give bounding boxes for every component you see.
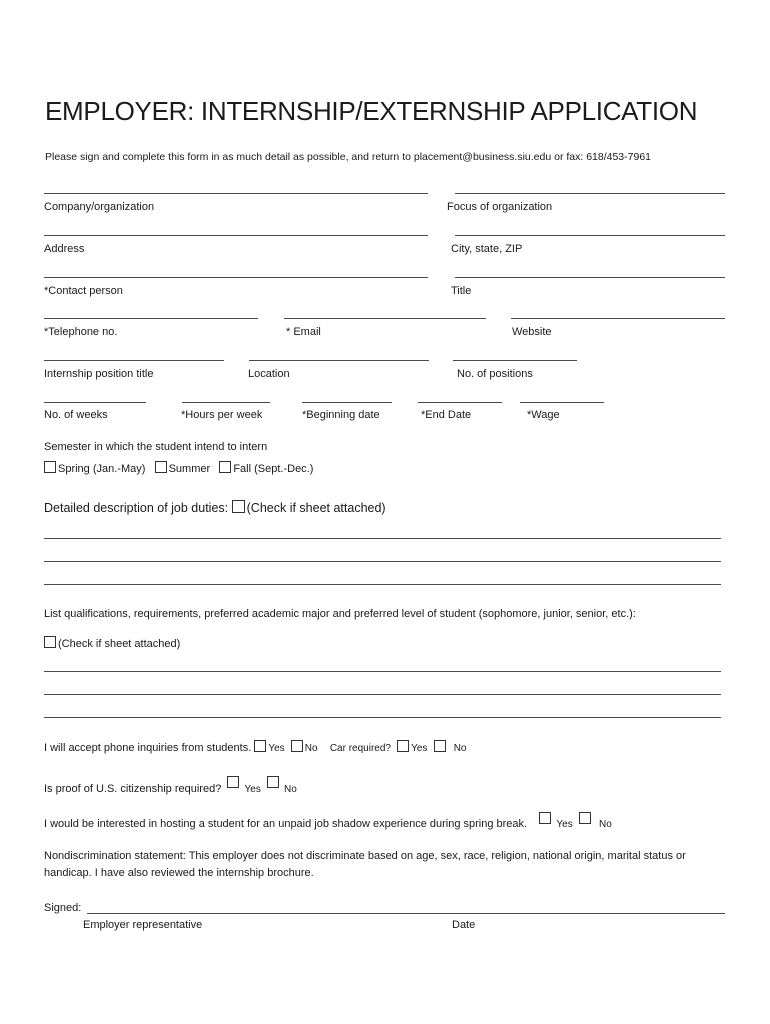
position-line[interactable]	[44, 360, 224, 361]
city-line[interactable]	[455, 235, 725, 236]
duties-checkbox[interactable]	[232, 500, 245, 513]
spring-checkbox[interactable]	[44, 461, 56, 473]
phone-row	[44, 740, 466, 754]
citizenship-question: Is proof of U.S. citizenship required?	[44, 783, 222, 795]
qualifications-checkbox[interactable]	[44, 636, 56, 648]
website-label: Website	[512, 326, 552, 338]
date-label: Date	[452, 919, 476, 931]
form-title: EMPLOYER: INTERNSHIP/EXTERNSHIP APPLICATION	[45, 96, 698, 126]
wage-label: *Wage	[527, 409, 560, 421]
intro-text: Please sign and complete this form in as much detail as possible, and return to placement@business.siu.edu or fax: 618/453-7961	[45, 151, 652, 163]
shadow-no-checkbox[interactable]	[579, 812, 591, 824]
telephone-line[interactable]	[44, 318, 258, 319]
end-label: *End Date	[421, 409, 472, 421]
contact-line[interactable]	[44, 277, 428, 278]
citizenship-no-checkbox[interactable]	[267, 776, 279, 788]
signature-line[interactable]	[87, 913, 725, 914]
title-label: Title	[451, 285, 472, 297]
summer-checkbox[interactable]	[155, 461, 167, 473]
nondiscrimination-line-1: Nondiscrimination statement: This employer does not discriminate based on age, sex, race, religion, national origin, marital status or	[44, 850, 686, 862]
phone-no-checkbox[interactable]	[291, 740, 303, 752]
nondiscrimination-line-2: handicap. I have also reviewed the internship brochure.	[44, 867, 314, 879]
duties-line-1[interactable]	[44, 538, 721, 539]
citizenship-row	[44, 776, 297, 795]
telephone-label: *Telephone no.	[44, 326, 118, 338]
positions-label: No. of positions	[457, 368, 533, 380]
car-question: Car required?	[329, 743, 391, 754]
city-label: City, state, ZIP	[451, 243, 523, 255]
shadow-no-label: No	[598, 819, 612, 830]
representative-label: Employer representative	[83, 919, 203, 931]
semester-prompt: Semester in which the student intend to intern	[44, 441, 268, 453]
positions-line[interactable]	[453, 360, 577, 361]
car-yes-checkbox[interactable]	[397, 740, 409, 752]
fall-checkbox[interactable]	[219, 461, 231, 473]
qualifications-line-2[interactable]	[44, 694, 721, 695]
car-yes-label: Yes	[411, 743, 428, 754]
weeks-label: No. of weeks	[44, 409, 108, 421]
phone-yes-label: Yes	[268, 743, 285, 754]
summer-label: Summer	[168, 463, 211, 475]
location-label: Location	[248, 368, 290, 380]
qualifications-check-row	[44, 636, 180, 650]
location-line[interactable]	[249, 360, 429, 361]
shadow-question: I would be interested in hosting a student for an unpaid job shadow experience during spring break.	[44, 818, 528, 830]
focus-line[interactable]	[455, 193, 725, 194]
beginning-label: *Beginning date	[302, 409, 380, 421]
citizenship-yes-checkbox[interactable]	[227, 776, 239, 788]
signed-label: Signed:	[44, 902, 82, 914]
duties-label: Detailed description of job duties:	[44, 501, 229, 515]
email-label: * Email	[286, 326, 321, 338]
title-line[interactable]	[455, 277, 725, 278]
qualifications-line-1[interactable]	[44, 671, 721, 672]
duties-row	[44, 500, 386, 515]
shadow-yes-label: Yes	[556, 819, 573, 830]
company-label: Company/organization	[44, 201, 155, 213]
citizenship-no-label: No	[284, 784, 297, 795]
phone-question: I will accept phone inquiries from students.	[44, 742, 252, 754]
duties-line-2[interactable]	[44, 561, 721, 562]
weeks-line[interactable]	[44, 402, 146, 403]
end-line[interactable]	[418, 402, 502, 403]
focus-label: Focus of organization	[447, 201, 553, 213]
duties-line-3[interactable]	[44, 584, 721, 585]
address-line[interactable]	[44, 235, 428, 236]
beginning-line[interactable]	[302, 402, 392, 403]
phone-no-label: No	[304, 743, 318, 754]
car-no-checkbox[interactable]	[434, 740, 446, 752]
spring-label: Spring (Jan.-May)	[58, 463, 146, 475]
shadow-yes-checkbox[interactable]	[539, 812, 551, 824]
phone-yes-checkbox[interactable]	[254, 740, 266, 752]
citizenship-yes-label: Yes	[244, 784, 261, 795]
hours-label: *Hours per week	[181, 409, 263, 421]
wage-line[interactable]	[520, 402, 604, 403]
position-label: Internship position title	[44, 368, 154, 380]
qualifications-label: List qualifications, requirements, preferred academic major and preferred level of student (sophomore, junior, senior, etc.):	[44, 608, 636, 620]
shadow-row	[44, 812, 612, 830]
fall-label: Fall (Sept.-Dec.)	[233, 463, 314, 475]
contact-label: *Contact person	[44, 285, 123, 297]
hours-line[interactable]	[182, 402, 270, 403]
qualifications-check-label: (Check if sheet attached)	[58, 638, 181, 650]
car-no-label: No	[453, 743, 467, 754]
address-label: Address	[44, 243, 85, 255]
qualifications-line-3[interactable]	[44, 717, 721, 718]
company-line[interactable]	[44, 193, 428, 194]
duties-check-label: (Check if sheet attached)	[246, 501, 386, 515]
website-line[interactable]	[511, 318, 725, 319]
email-line[interactable]	[284, 318, 486, 319]
semester-options	[44, 461, 313, 475]
